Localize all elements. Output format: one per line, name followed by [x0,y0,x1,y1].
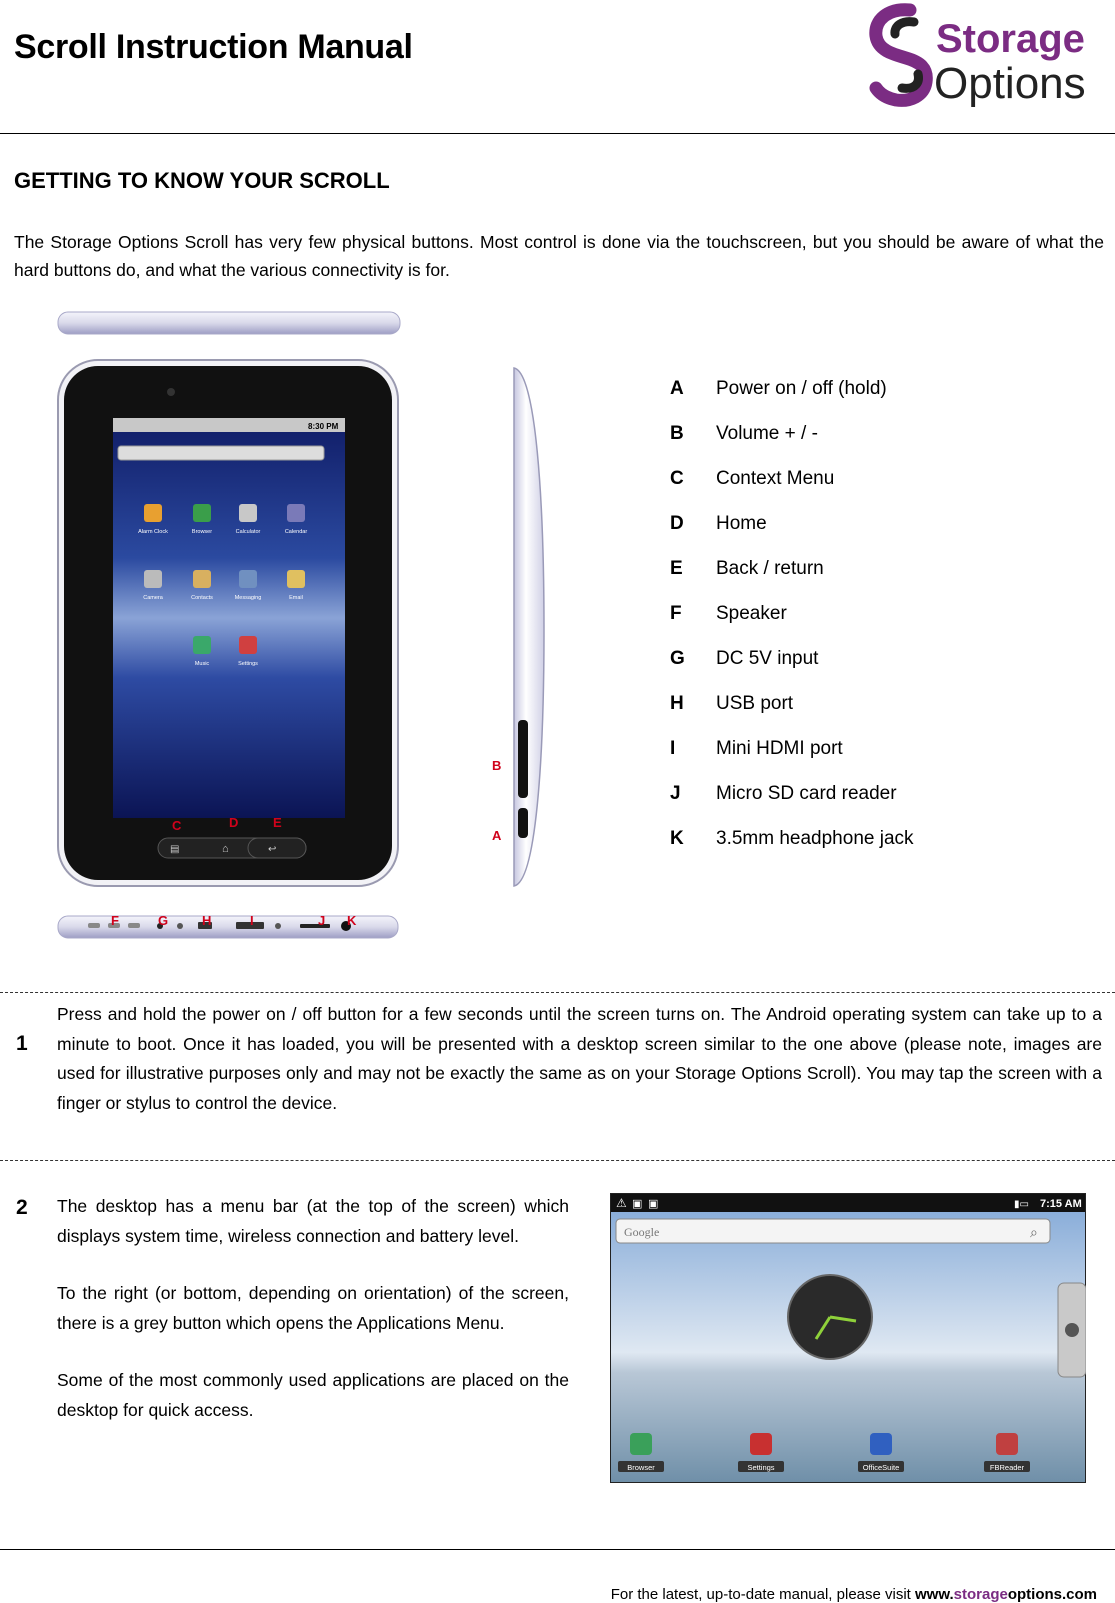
status-time: 8:30 PM [308,422,339,431]
app-icon [144,504,162,522]
label-a: A [492,828,502,843]
app-label: Calendar [284,529,308,535]
app-drawer-icon [1065,1323,1079,1337]
battery-icon: ▮▭ [1014,1199,1029,1210]
label-f: F [111,913,119,928]
sd-card-slot [300,924,330,928]
device-diagram [50,300,650,970]
desktop-search-bar [616,1219,1050,1243]
logo-line2: Options [934,59,1086,108]
warning-icon: ⚠ [616,1196,627,1210]
legend-item: H USB port [670,693,794,714]
section-divider [0,992,1115,993]
label-c: C [172,818,182,833]
app-label: Contacts [191,595,213,601]
button-legend [670,378,914,873]
section-heading: GETTING TO KNOW YOUR SCROLL [14,168,390,193]
step-2-paragraph: The desktop has a menu bar (at the top of the screen) which displays system time, wireless connection and battery level. [57,1196,569,1246]
legend-item: K 3.5mm headphone jack [670,828,914,849]
label-h: H [202,913,212,928]
search-icon: ⌕ [1030,1224,1038,1240]
app-icon [239,636,257,654]
search-placeholder: Google [624,1225,660,1239]
dock-label: Browser [627,1463,655,1472]
legend-item: J Micro SD card reader [670,783,897,804]
dock-icon [996,1433,1018,1455]
app-label: Settings [238,661,258,667]
legend-item: F Speaker [670,603,787,624]
legend-item: A Power on / off (hold) [670,378,887,399]
app-icon [144,570,162,588]
tablet-side-view [514,368,544,886]
app-label: Email [289,595,303,601]
logo-line1: Storage [936,17,1085,61]
app-icon [287,570,305,588]
label-k: K [347,913,357,928]
label-j: J [318,913,326,928]
notification-icon: ▣ [632,1198,643,1210]
intro-paragraph: The Storage Options Scroll has very few physical buttons. Most control is done via the touchscreen, but you should be aware of what the hard buttons do, and what the various connectivity is for. [14,232,1104,280]
footer-note: For the latest, up-to-date manual, please visit www.storageoptions.com [610,1586,1097,1603]
page-title: Scroll Instruction Manual [14,28,413,66]
tablet-screen [113,418,345,818]
desktop-screenshot [610,1193,1086,1483]
footer-divider [0,1549,1115,1550]
label-g: G [158,913,169,928]
menu-key-icon: ▤ [170,844,180,855]
app-icon [239,504,257,522]
home-key-icon: ⌂ [222,843,229,855]
dock-label: OfficeSuite [862,1463,900,1472]
volume-rocker [518,720,528,798]
label-d: D [229,815,239,830]
legend-item: E Back / return [670,558,824,579]
app-icon [239,570,257,588]
desktop-time: 7:15 AM [1040,1198,1082,1210]
app-label: Calculator [235,529,261,535]
dock-label: FBReader [989,1463,1025,1472]
app-icon [193,570,211,588]
camera-icon [167,388,175,396]
app-label: Alarm Clock [138,529,168,535]
app-icon [287,504,305,522]
back-key-icon: ↩ [268,844,277,855]
legend-item: D Home [670,513,767,534]
app-label: Browser [191,529,213,535]
step-1-text: Press and hold the power on / off button for a few seconds until the screen turns on. The Android operating system can take up to a minute to boot. Once it has loaded, you will be presented with a desktop screen similar to the one above (please note, images are used for illustrative purposes only and may not be exactly the same as on your Storage Options Scroll). You may tap the screen with a finger or stylus to control the device. [57,1004,1102,1113]
legend-item: G DC 5V input [670,648,819,669]
app-icon [193,504,211,522]
step-2-paragraph: To the right (or bottom, depending on orientation) of the screen, there is a grey button which opens the Applications Menu. [57,1283,569,1333]
dock-icon [630,1433,652,1455]
legend-item: B Volume + / - [670,423,818,444]
app-label: Messaging [234,595,262,601]
step-number: 2 [16,1196,28,1219]
storage-options-logo [862,2,1102,110]
legend-item: C Context Menu [670,468,835,489]
step-2-paragraph: Some of the most commonly used applications are placed on the desktop for quick access. [57,1370,569,1420]
label-i: I [250,913,254,928]
header-divider [0,133,1115,134]
dock-label: Settings [747,1463,775,1472]
label-b: B [492,758,502,773]
app-label: Music [194,661,210,667]
top-edge-view [58,312,400,334]
step-2-text [57,1192,569,1426]
step-number: 1 [16,1032,28,1055]
dock-icon [750,1433,772,1455]
notification-icon: ▣ [648,1198,659,1210]
power-button [518,808,528,838]
legend-item: I Mini HDMI port [670,738,843,759]
label-e: E [273,815,282,830]
screen-search-bar [118,446,324,460]
dock-icon [870,1433,892,1455]
section-divider [0,1160,1115,1161]
app-icon [193,636,211,654]
app-label: Camera [143,595,163,601]
